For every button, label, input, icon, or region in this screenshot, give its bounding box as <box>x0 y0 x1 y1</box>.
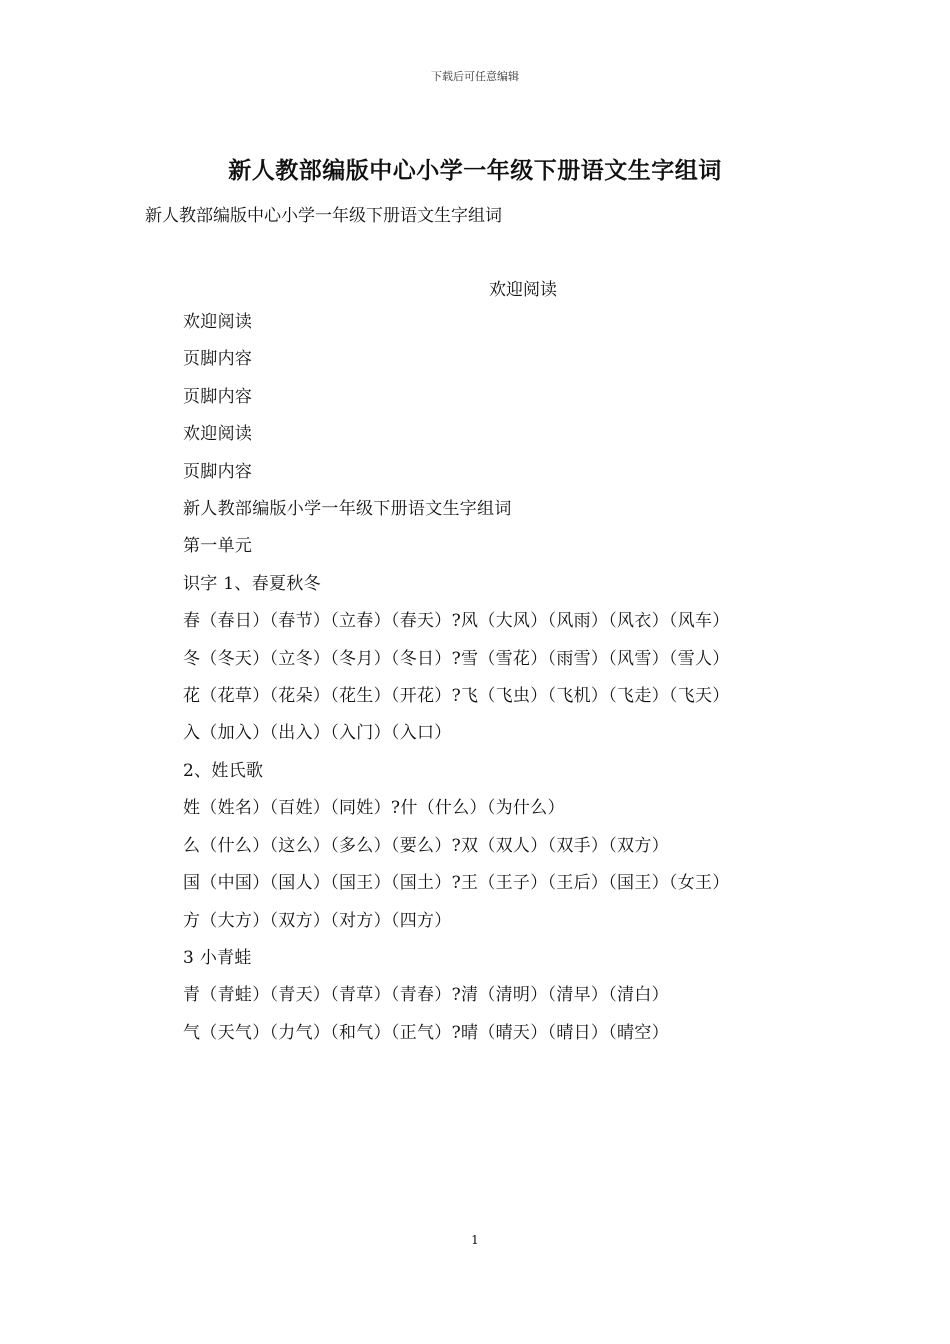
paragraph: 新人教部编版小学一年级下册语文生字组词 <box>183 499 512 520</box>
page-number: 1 <box>471 1233 479 1247</box>
word-list-line: 入（加入）（出入）（入门）（入口） <box>183 723 452 744</box>
word-list-line: 方（大方）（双方）（对方）（四方） <box>183 910 452 931</box>
paragraph: 欢迎阅读 <box>183 312 253 332</box>
lesson-heading: 2、姓氏歌 <box>183 760 264 781</box>
word-list-line: 冬（冬天）（立冬）（冬月）（冬日）?雪（雪花）（雨雪）（风雪）（雪人） <box>183 648 730 669</box>
word-list-line: 么（什么）（这么）（多么）（要么）?双（双人）（双手）（双方） <box>183 835 669 856</box>
centered-welcome-text: 欢迎阅读 <box>489 280 557 300</box>
lesson-heading: 识字 1、春夏秋冬 <box>183 573 321 594</box>
word-list-line: 姓（姓名）（百姓）（同姓）?什（什么）（为什么） <box>183 798 565 819</box>
document-subtitle: 新人教部编版中心小学一年级下册语文生字组词 <box>145 206 502 226</box>
paragraph: 页脚内容 <box>183 386 253 407</box>
word-list-line: 气（天气）（力气）（和气）（正气）?晴（晴天）（晴日）（晴空） <box>183 1022 669 1043</box>
word-list-line: 青（青蛙）（青天）（青草）（青春）?清（清明）（清早）（清白） <box>183 985 669 1006</box>
document-title: 新人教部编版中心小学一年级下册语文生字组词 <box>228 157 722 184</box>
word-list-line: 春（春日）（春节）（立春）（春天）?风（大风）（风雨）（风衣）（风车） <box>183 611 730 632</box>
word-list-line: 花（花草）（花朵）（花生）（开花）?飞（飞虫）（飞机）（飞走）（飞天） <box>183 686 730 707</box>
paragraph: 页脚内容 <box>183 461 253 482</box>
paragraph: 页脚内容 <box>183 349 253 370</box>
paragraph: 欢迎阅读 <box>183 424 253 445</box>
lesson-heading: 3 小青蛙 <box>183 947 252 968</box>
section-heading: 第一单元 <box>183 536 253 557</box>
header-note: 下载后可任意编辑 <box>431 70 519 83</box>
document-body <box>145 304 810 1052</box>
word-list-line: 国（中国）（国人）（国王）（国土）?王（王子）（王后）（国王）（女王） <box>183 873 730 894</box>
